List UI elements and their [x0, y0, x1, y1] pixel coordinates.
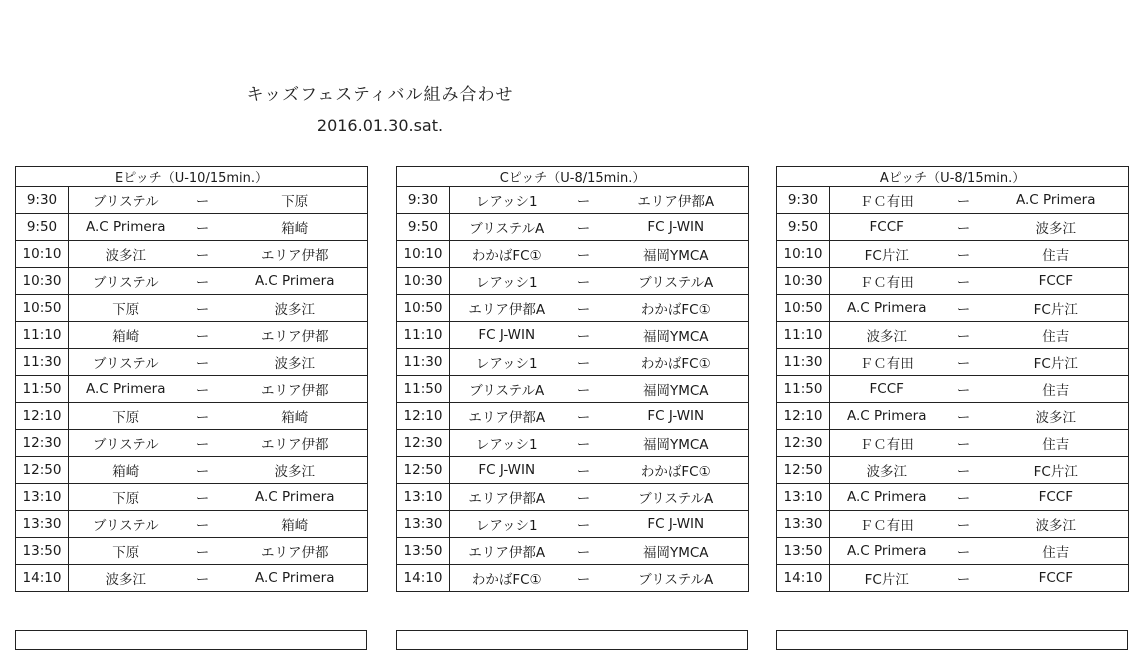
pitch-a-header: Aピッチ（U-8/15min.） [777, 167, 1129, 187]
away-team: 箱崎 [223, 511, 368, 538]
home-team: わかばFC① [450, 241, 564, 268]
versus-dash: ー [183, 376, 223, 403]
versus-dash: ー [944, 322, 984, 349]
match-time: 11:10 [16, 322, 69, 349]
home-team: FC片江 [830, 241, 944, 268]
match-time: 13:50 [397, 538, 450, 565]
versus-dash: ー [564, 403, 604, 430]
versus-dash: ー [564, 565, 604, 592]
away-team: 住吉 [984, 376, 1129, 403]
versus-dash: ー [183, 349, 223, 376]
pitch-c-table [396, 166, 749, 592]
away-team: わかばFC① [604, 349, 749, 376]
home-team: FCCF [830, 376, 944, 403]
match-time: 9:30 [16, 187, 69, 214]
match-time: 13:30 [16, 511, 69, 538]
versus-dash: ー [183, 484, 223, 511]
versus-dash: ー [944, 457, 984, 484]
home-team: FC J-WIN [450, 457, 564, 484]
match-time: 10:10 [397, 241, 450, 268]
home-team: ブリステル [69, 187, 183, 214]
versus-dash: ー [183, 214, 223, 241]
away-team: 住吉 [984, 241, 1129, 268]
versus-dash: ー [183, 457, 223, 484]
home-team: 箱崎 [69, 322, 183, 349]
home-team: 下原 [69, 295, 183, 322]
home-team: レアッシ1 [450, 430, 564, 457]
match-time: 10:50 [16, 295, 69, 322]
away-team: 住吉 [984, 538, 1129, 565]
table-row [397, 565, 749, 592]
away-team: エリア伊都 [223, 430, 368, 457]
home-team: エリア伊都A [450, 538, 564, 565]
home-team: レアッシ1 [450, 187, 564, 214]
table-row [16, 484, 368, 511]
versus-dash: ー [944, 565, 984, 592]
away-team: FC J-WIN [604, 511, 749, 538]
home-team: A.C Primera [830, 403, 944, 430]
away-team: エリア伊都 [223, 322, 368, 349]
home-team: 波多江 [69, 241, 183, 268]
table-row [777, 511, 1129, 538]
home-team: A.C Primera [830, 295, 944, 322]
home-team: A.C Primera [830, 538, 944, 565]
home-team: ＦＣ有田 [830, 349, 944, 376]
home-team: エリア伊都A [450, 403, 564, 430]
table-row [777, 457, 1129, 484]
versus-dash: ー [564, 241, 604, 268]
versus-dash: ー [564, 268, 604, 295]
page-title: キッズフェスティバル組み合わせ [246, 85, 514, 105]
home-team: A.C Primera [69, 214, 183, 241]
home-team: 下原 [69, 403, 183, 430]
versus-dash: ー [564, 457, 604, 484]
versus-dash: ー [564, 349, 604, 376]
match-time: 9:50 [777, 214, 830, 241]
table-row [397, 349, 749, 376]
away-team: 波多江 [223, 349, 368, 376]
match-time: 11:50 [777, 376, 830, 403]
away-team: 福岡YMCA [604, 376, 749, 403]
home-team: ブリステル [69, 511, 183, 538]
versus-dash: ー [564, 376, 604, 403]
away-team: A.C Primera [223, 565, 368, 592]
table-row [397, 430, 749, 457]
table-row [397, 295, 749, 322]
away-team: FC J-WIN [604, 403, 749, 430]
table-row [777, 295, 1129, 322]
versus-dash: ー [183, 511, 223, 538]
match-time: 10:10 [16, 241, 69, 268]
versus-dash: ー [944, 511, 984, 538]
table-row [397, 484, 749, 511]
match-time: 10:30 [397, 268, 450, 295]
away-team: 波多江 [984, 511, 1129, 538]
match-time: 13:10 [16, 484, 69, 511]
versus-dash: ー [183, 403, 223, 430]
away-team: A.C Primera [984, 187, 1129, 214]
match-time: 10:50 [397, 295, 450, 322]
table-row [777, 268, 1129, 295]
away-team: FC片江 [984, 295, 1129, 322]
home-team: ブリステルA [450, 214, 564, 241]
match-time: 13:10 [397, 484, 450, 511]
table-row [777, 430, 1129, 457]
match-time: 9:30 [397, 187, 450, 214]
away-team: 波多江 [223, 457, 368, 484]
versus-dash: ー [944, 187, 984, 214]
versus-dash: ー [564, 322, 604, 349]
table-row [16, 268, 368, 295]
match-time: 10:50 [777, 295, 830, 322]
versus-dash: ー [944, 376, 984, 403]
home-team: 下原 [69, 484, 183, 511]
versus-dash: ー [944, 538, 984, 565]
match-time: 12:30 [397, 430, 450, 457]
away-team: A.C Primera [223, 268, 368, 295]
versus-dash: ー [944, 295, 984, 322]
match-time: 9:50 [397, 214, 450, 241]
versus-dash: ー [564, 538, 604, 565]
away-team: わかばFC① [604, 457, 749, 484]
table-row [777, 322, 1129, 349]
away-team: FC片江 [984, 457, 1129, 484]
versus-dash: ー [183, 268, 223, 295]
versus-dash: ー [183, 295, 223, 322]
match-time: 12:10 [16, 403, 69, 430]
table-row [397, 322, 749, 349]
home-team: エリア伊都A [450, 484, 564, 511]
away-team: FCCF [984, 484, 1129, 511]
match-time: 9:30 [777, 187, 830, 214]
versus-dash: ー [944, 403, 984, 430]
match-time: 10:30 [777, 268, 830, 295]
match-time: 12:10 [397, 403, 450, 430]
home-team: ＦＣ有田 [830, 187, 944, 214]
match-time: 12:50 [16, 457, 69, 484]
next-table-edge [15, 630, 367, 650]
table-row [16, 187, 368, 214]
home-team: エリア伊都A [450, 295, 564, 322]
match-time: 13:30 [397, 511, 450, 538]
away-team: A.C Primera [223, 484, 368, 511]
away-team: 箱崎 [223, 214, 368, 241]
home-team: 波多江 [69, 565, 183, 592]
away-team: 箱崎 [223, 403, 368, 430]
table-row [16, 295, 368, 322]
away-team: 住吉 [984, 430, 1129, 457]
next-table-edge [396, 630, 748, 650]
table-row [16, 241, 368, 268]
table-row [16, 322, 368, 349]
home-team: ＦＣ有田 [830, 511, 944, 538]
home-team: 箱崎 [69, 457, 183, 484]
versus-dash: ー [944, 268, 984, 295]
match-time: 11:30 [777, 349, 830, 376]
home-team: A.C Primera [69, 376, 183, 403]
match-time: 14:10 [777, 565, 830, 592]
away-team: 波多江 [984, 214, 1129, 241]
match-time: 13:50 [777, 538, 830, 565]
table-row [397, 376, 749, 403]
event-date: 2016.01.30.sat. [316, 116, 444, 135]
versus-dash: ー [944, 430, 984, 457]
away-team: エリア伊都 [223, 376, 368, 403]
table-row [777, 214, 1129, 241]
match-time: 11:10 [397, 322, 450, 349]
pitch-c-header: Cピッチ（U-8/15min.） [397, 167, 749, 187]
home-team: FC J-WIN [450, 322, 564, 349]
table-row [777, 538, 1129, 565]
pitch-e-table [15, 166, 368, 592]
away-team: ブリステルA [604, 268, 749, 295]
match-time: 10:10 [777, 241, 830, 268]
home-team: ブリステル [69, 430, 183, 457]
away-team: 波多江 [984, 403, 1129, 430]
table-row [777, 484, 1129, 511]
match-time: 12:30 [16, 430, 69, 457]
match-time: 12:50 [397, 457, 450, 484]
home-team: A.C Primera [830, 484, 944, 511]
table-row [777, 403, 1129, 430]
away-team: エリア伊都 [223, 538, 368, 565]
away-team: 波多江 [223, 295, 368, 322]
table-row [16, 565, 368, 592]
away-team: FCCF [984, 565, 1129, 592]
home-team: レアッシ1 [450, 511, 564, 538]
match-time: 9:50 [16, 214, 69, 241]
match-time: 12:30 [777, 430, 830, 457]
table-row [16, 349, 368, 376]
match-time: 11:30 [16, 349, 69, 376]
versus-dash: ー [944, 349, 984, 376]
home-team: レアッシ1 [450, 349, 564, 376]
next-table-edge [776, 630, 1128, 650]
versus-dash: ー [564, 295, 604, 322]
table-row [397, 538, 749, 565]
home-team: ブリステル [69, 268, 183, 295]
table-row [777, 349, 1129, 376]
match-time: 11:30 [397, 349, 450, 376]
away-team: 下原 [223, 187, 368, 214]
away-team: FC J-WIN [604, 214, 749, 241]
table-row [397, 241, 749, 268]
away-team: 福岡YMCA [604, 430, 749, 457]
versus-dash: ー [944, 484, 984, 511]
versus-dash: ー [944, 241, 984, 268]
versus-dash: ー [183, 430, 223, 457]
away-team: ブリステルA [604, 565, 749, 592]
match-time: 13:10 [777, 484, 830, 511]
table-row [16, 457, 368, 484]
table-row [397, 403, 749, 430]
match-time: 13:50 [16, 538, 69, 565]
table-row [16, 538, 368, 565]
away-team: 住吉 [984, 322, 1129, 349]
versus-dash: ー [183, 241, 223, 268]
pitch-e-header: Eピッチ（U-10/15min.） [16, 167, 368, 187]
away-team: ブリステルA [604, 484, 749, 511]
home-team: ブリステルA [450, 376, 564, 403]
home-team: ブリステル [69, 349, 183, 376]
table-row [16, 511, 368, 538]
home-team: FCCF [830, 214, 944, 241]
versus-dash: ー [183, 187, 223, 214]
table-row [397, 187, 749, 214]
away-team: 福岡YMCA [604, 322, 749, 349]
versus-dash: ー [564, 430, 604, 457]
match-time: 14:10 [16, 565, 69, 592]
home-team: レアッシ1 [450, 268, 564, 295]
versus-dash: ー [183, 565, 223, 592]
home-team: 波多江 [830, 457, 944, 484]
table-row [397, 214, 749, 241]
table-row [777, 565, 1129, 592]
away-team: 福岡YMCA [604, 241, 749, 268]
table-row [16, 214, 368, 241]
table-row [777, 241, 1129, 268]
versus-dash: ー [183, 538, 223, 565]
table-row [397, 511, 749, 538]
match-time: 11:10 [777, 322, 830, 349]
away-team: FC片江 [984, 349, 1129, 376]
table-row [777, 376, 1129, 403]
match-time: 11:50 [397, 376, 450, 403]
table-row [16, 430, 368, 457]
match-time: 14:10 [397, 565, 450, 592]
match-time: 12:10 [777, 403, 830, 430]
away-team: FCCF [984, 268, 1129, 295]
versus-dash: ー [564, 214, 604, 241]
versus-dash: ー [183, 322, 223, 349]
versus-dash: ー [564, 484, 604, 511]
match-time: 10:30 [16, 268, 69, 295]
pitch-a-table [776, 166, 1129, 592]
away-team: わかばFC① [604, 295, 749, 322]
table-row [16, 376, 368, 403]
home-team: ＦＣ有田 [830, 430, 944, 457]
table-row [777, 187, 1129, 214]
match-time: 12:50 [777, 457, 830, 484]
match-time: 11:50 [16, 376, 69, 403]
versus-dash: ー [564, 511, 604, 538]
home-team: 下原 [69, 538, 183, 565]
home-team: 波多江 [830, 322, 944, 349]
match-time: 13:30 [777, 511, 830, 538]
table-row [16, 403, 368, 430]
away-team: エリア伊都A [604, 187, 749, 214]
home-team: FC片江 [830, 565, 944, 592]
home-team: わかばFC① [450, 565, 564, 592]
table-row [397, 457, 749, 484]
versus-dash: ー [944, 214, 984, 241]
home-team: ＦＣ有田 [830, 268, 944, 295]
versus-dash: ー [564, 187, 604, 214]
away-team: エリア伊都 [223, 241, 368, 268]
away-team: 福岡YMCA [604, 538, 749, 565]
table-row [397, 268, 749, 295]
